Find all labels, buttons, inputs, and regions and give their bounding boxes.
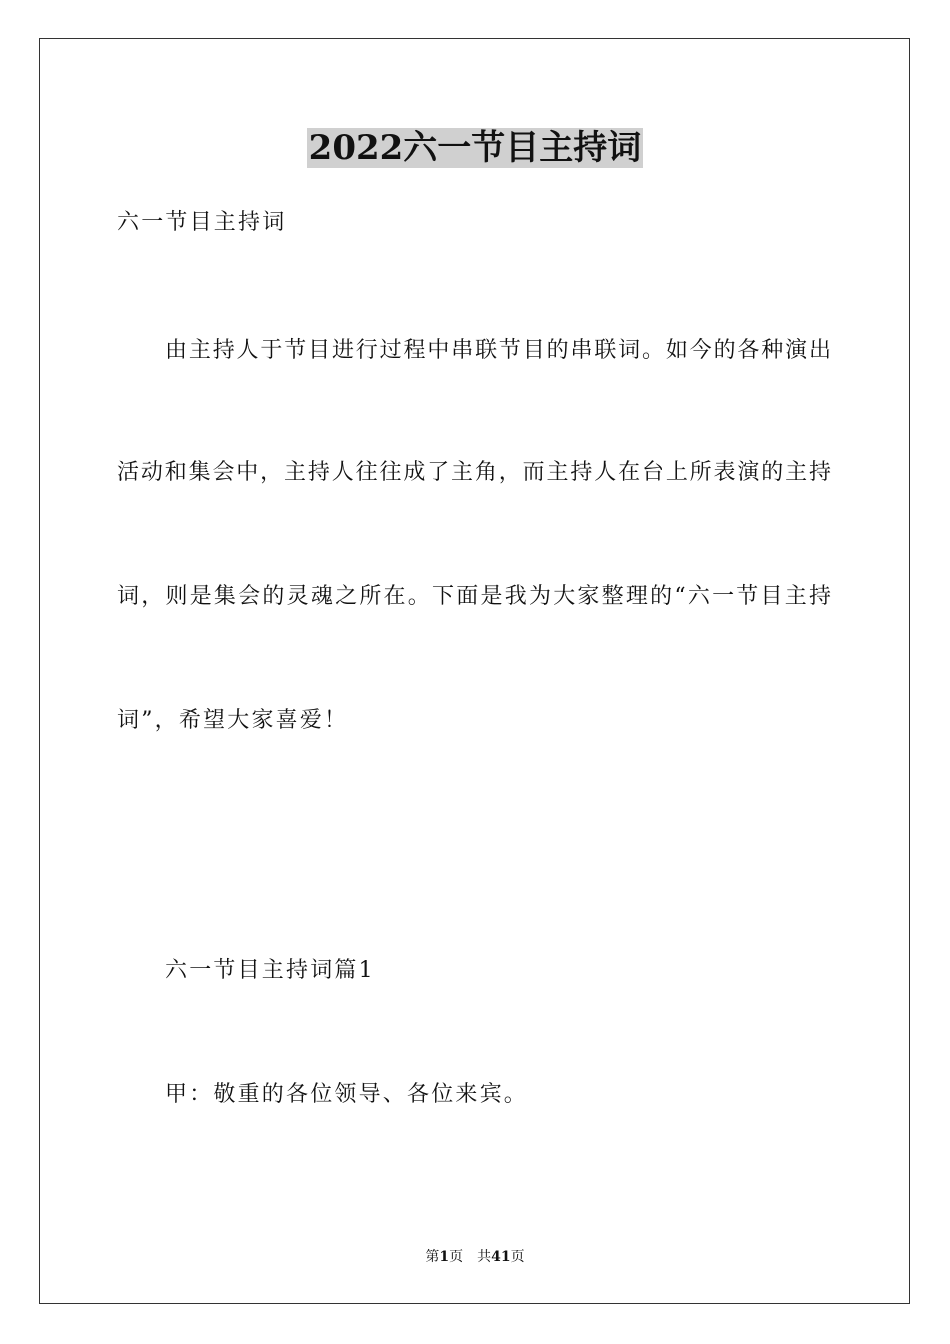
paragraph-line-1: 由主持人于节目进行过程中串联节目的串联词。如今的各种演出	[165, 338, 831, 363]
footer-page-prefix: 第	[425, 1249, 440, 1265]
paragraph-line-2: 活动和集会中，主持人往往成了主角，而主持人在台上所表演的主持	[117, 460, 831, 485]
page-footer	[0, 1247, 950, 1267]
document-title-text: 2022六一节目主持词	[308, 128, 642, 168]
footer-page-number: 1	[439, 1249, 450, 1265]
footer-total-pages: 41	[491, 1249, 511, 1265]
document-title	[0, 126, 950, 170]
paragraph-line-3: 词，则是集会的灵魂之所在。下面是我为大家整理的“六一节目主持	[117, 584, 831, 609]
body-first-line: 甲：敬重的各位领导、各位来宾。	[165, 1082, 529, 1107]
paragraph-line-4: 词”，希望大家喜爱！	[117, 708, 349, 733]
section-heading: 六一节目主持词篇1	[165, 958, 375, 983]
footer-page-suffix: 页	[449, 1249, 464, 1265]
document-subtitle: 六一节目主持词	[117, 210, 287, 235]
footer-total-suffix: 页	[510, 1249, 525, 1265]
footer-total-prefix: 共	[477, 1249, 492, 1265]
